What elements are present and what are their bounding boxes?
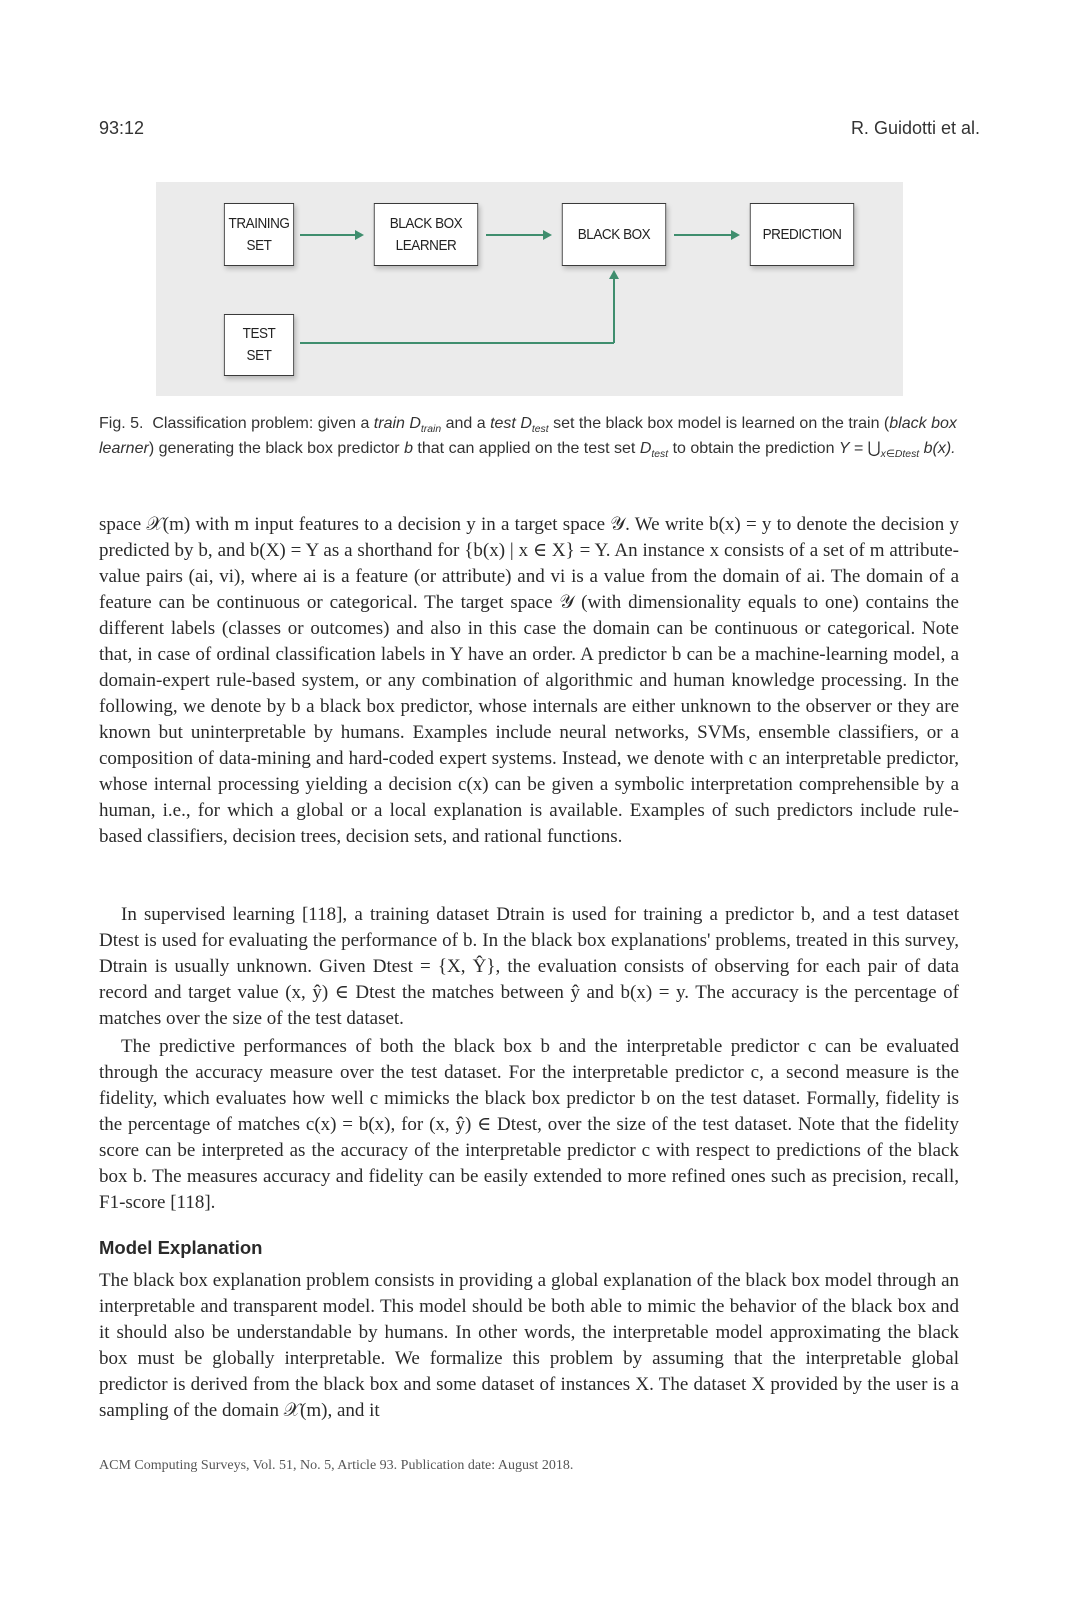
body-paragraph-2: In supervised learning [118], a training dataset Dtrain is used for training a predictor b, and a test dataset Dtest is used for evaluating the performance of b. In the black box explanations' problems, treated in this survey, Dtrain is usually unknown. Given Dtest = {X, Ŷ}, the evaluation consists of observing for each pair of data record and target value (x, ŷ) ∈ Dtest the matches between ŷ and b(x) = y. The accuracy is the percentage of matches over the size of the test dataset. [99,904,959,1029]
page-number: 93:12 [99,118,145,138]
figure-label: Fig. 5. [99,415,144,432]
running-authors: R. Guidotti et al. [850,118,980,138]
edge-blackbox-to-prediction [674,234,732,236]
edge-learner-to-blackbox [486,234,544,236]
figure-caption: Fig. 5. Classification problem: given a train $D_{train}$ and a test $D_{test}$ set the black box model is learned on the train (black box learner) generating the black box predictor b that can applied on the test set $D_{test}$ to obtain the prediction $Y = ⋃_{x\in Dtest}$ b(x). [99,415,957,460]
edge-testset-vertical [613,278,615,343]
test-set-box: TEST SET [224,314,294,376]
arrowhead-icon [355,230,364,240]
black-box-box: BLACK BOX [562,203,666,266]
prediction-box: PREDICTION [750,203,854,266]
body-paragraph-4: The black box explanation problem consists in providing a global explanation of the black box model through an interpretable and transparent model. This model should be both able to mimic the behavior of the black box and it should also be understandable by humans. In other words, the interpretable model approximating the black box must be globally interpretable. We formalize this problem by assuming that the interpretable global predictor is derived from the black box and some dataset of instances X. The dataset X provided by the user is a sampling of the domain 𝒳(m), and it [99,1270,959,1421]
figure-diagram [156,182,903,396]
page-header [99,118,980,146]
section-heading: Model Explanation [99,1237,263,1258]
arrowhead-up-icon [609,270,619,279]
arrowhead-icon [543,230,552,240]
black-box-learner-box: BLACK BOX LEARNER [374,203,478,266]
arrowhead-icon [731,230,740,240]
journal-footer: ACM Computing Surveys, Vol. 51, No. 5, Article 93. Publication date: August 2018. [99,1458,574,1473]
training-set-box: TRAINING SET [224,203,294,266]
edge-training-to-learner [300,234,356,236]
body-paragraph-3: The predictive performances of both the black box b and the interpretable predictor c can be evaluated through the accuracy measure over the test dataset. For the interpretable predictor c, a second measure is the fidelity, which evaluates how well c mimicks the black box predictor b on the test dataset. Formally, fidelity is the percentage of matches c(x) = b(x), for (x, ŷ) ∈ Dtest, over the size of the test dataset. Note that the fidelity score can be interpreted as the accuracy of the interpretable predictor c with respect to predictions of the black box b. The measures accuracy and fidelity can be easily extended to more refined ones such as precision, recall, F1-score [118]. [99,1036,959,1213]
body-paragraph-1: space 𝒳(m) with m input features to a decision y in a target space 𝒴. We write b(x) = y to denote the decision y predicted by b, and b(X) = Y as a shorthand for {b(x) | x ∈ X} = Y. An instance x consists of a set of m attribute-value pairs (ai, vi), where ai is a feature (or attribute) and vi is a value from the domain of ai. The domain of a feature can be continuous or categorical. The target space 𝒴 (with dimensionality equals to one) contains the different labels (classes or outcomes) and also in this case the domain can be continuous or categorical. Note that, in case of ordinal classification labels in Y have an order. A predictor b can be a machine-learning model, a domain-expert rule-based system, or any combination of algorithmic and human knowledge processing. In the following, we denote by b a black box predictor, whose internals are either unknown to the observer or they are known but uninterpretable by humans. Examples include neural networks, SVMs, ensemble classifiers, or a composition of data-mining and hard-coded expert systems. Instead, we denote with c an interpretable predictor, whose internal processing yielding a decision c(x) can be given a symbolic interpretation comprehensible by a human, i.e., for which a global or a local explanation is available. Examples of such predictors include rule-based classifiers, decision trees, decision sets, and rational functions. [99,514,959,847]
edge-testset-horizontal [300,342,614,344]
